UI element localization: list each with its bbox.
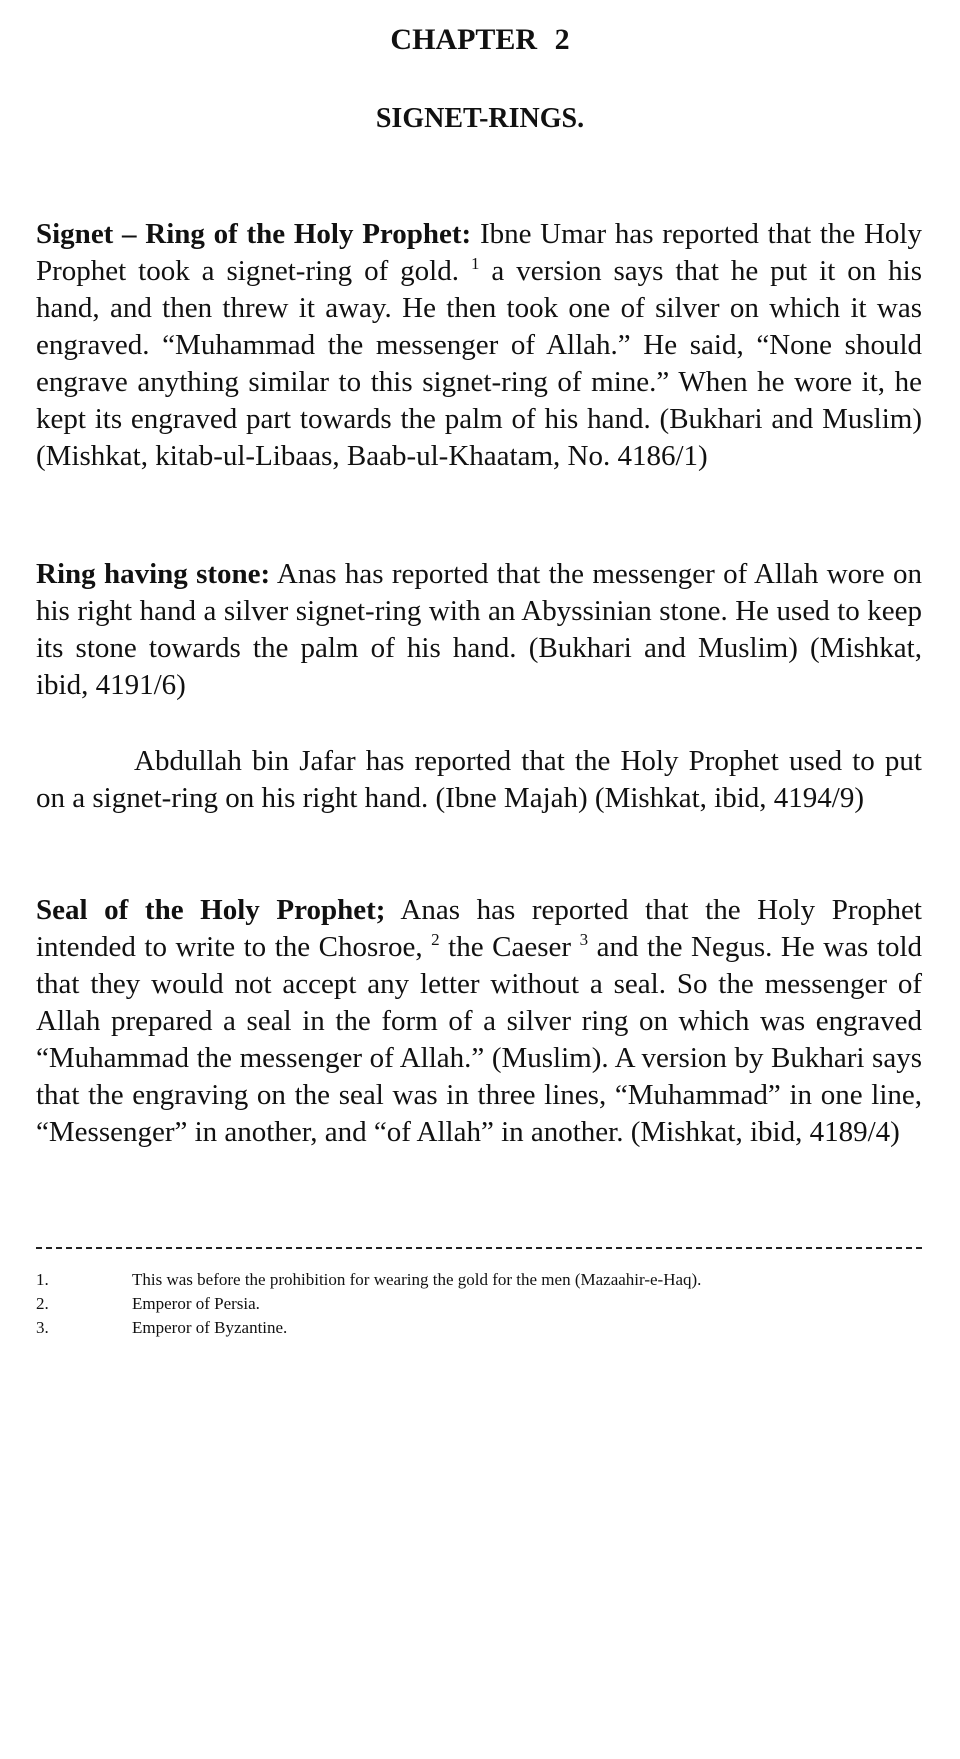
- section-text: Ibne Umar has reported that the Holy Prophet took a signet-ring of gold.: [36, 218, 922, 287]
- section-right-hand: [36, 743, 922, 817]
- section-seal: [36, 892, 922, 1151]
- footnote-ref-2[interactable]: 2: [431, 930, 440, 949]
- section-signet-ring: [36, 216, 922, 475]
- footnote-3: [36, 1316, 922, 1340]
- section-text: Anas has reported that the Holy Prophet intended to write to the Chosroe,: [36, 894, 922, 963]
- section-text: a version says that he put it on his hand, and then threw it away. He then took one of silver on which it was engraved. “Muhammad the messenger of Allah.” He said, “None should engrave anything similar to this signet-ring of mine.” When he wore it, he kept its engraved part towards the palm of his hand. (Bukhari and Muslim) (Mishkat, kitab-ul-Libaas, Baab-ul-Khaatam, No. 4186/1): [36, 255, 922, 472]
- footnote-number: 3.: [36, 1318, 49, 1337]
- footnote-text: Emperor of Byzantine.: [132, 1318, 288, 1337]
- footnote-number: 1.: [36, 1270, 49, 1289]
- footnote-text: Emperor of Persia.: [132, 1294, 260, 1313]
- section-text: and the Negus. He was told that they would not accept any letter without a seal. So the messenger of Allah prepared a seal in the form of a silver ring on which was engraved “Muhammad the messenger of Allah.” (Muslim). A version by Bukhari says that the engraving on the seal was in three lines, “Muhammad” in one line, “Messenger” in another, and “of Allah” in another. (Mishkat, ibid, 4189/4): [36, 931, 922, 1148]
- section-text: Abdullah bin Jafar has reported that the Holy Prophet used to put on a signet-ring on his right hand. (Ibne Majah) (Mishkat, ibid, 4194/9): [36, 745, 922, 814]
- section-text: Anas has reported that the messenger of Allah wore on his right hand a silver signet-ring with an Abyssinian stone. He used to keep its stone towards the palm of his hand. (Bukhari and Muslim) (Mishkat, ibid, 4191/6): [36, 558, 923, 701]
- section-ring-stone: [36, 556, 922, 704]
- footnote-text: This was before the prohibition for wearing the gold for the men (Mazaahir-e-Haq).: [132, 1270, 702, 1289]
- footnote-number: 2.: [36, 1294, 49, 1313]
- section-heading: Ring having stone:: [36, 558, 271, 590]
- footnote-1: [36, 1268, 922, 1292]
- section-heading: Seal of the Holy Prophet;: [36, 894, 386, 926]
- chapter-number: CHAPTER 2: [390, 23, 570, 56]
- footnotes: [36, 1268, 922, 1340]
- footnote-2: [36, 1292, 922, 1316]
- chapter-title: SIGNET-RINGS.: [375, 103, 585, 134]
- section-text: the Caeser: [439, 931, 572, 963]
- footnote-divider: [36, 1247, 922, 1249]
- section-heading: Signet – Ring of the Holy Prophet:: [36, 218, 472, 250]
- footnote-ref-1[interactable]: 1: [470, 254, 480, 273]
- footnote-ref-3[interactable]: 3: [579, 930, 589, 949]
